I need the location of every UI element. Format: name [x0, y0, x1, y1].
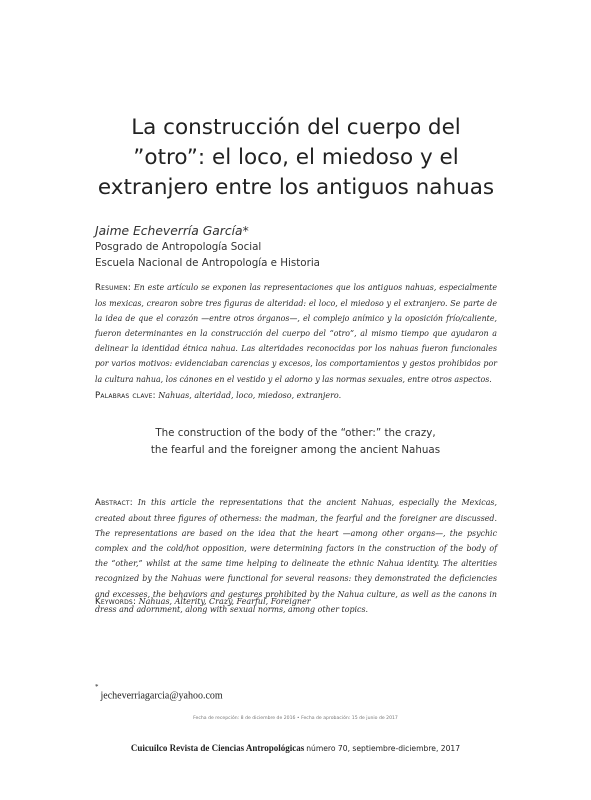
- affiliation: Escuela Nacional de Antropología e Historia: [95, 257, 320, 269]
- palabras-clave-line: [95, 391, 497, 401]
- journal-name: Cuicuilco Revista de Ciencias Antropológicas: [130, 743, 305, 753]
- footnote: [95, 683, 223, 702]
- english-title: [70, 425, 521, 458]
- abstract-text: In this article the representations that the ancient Nahuas, especially the Mexicas, created about three figures of otherness: the madman, the fearful and the foreigner are discussed. The representations are based on the idea that the heart —among other organs—, the psychic complex and the cold/hot opposition, were determining factors in the construction of the body of the “other,” whilst at the same time helping to delineate the ethnic Nahua identity. The alterities recognized by the Nahuas were functional for several reasons: they demonstrated the deficiencies and excesses, the behaviors and gestures prohibited by the Nahua culture, as well as the canons in dress and adornment, along with sexual norms, among other topics.: [95, 498, 497, 614]
- english-title-line: The construction of the body of the “other:” the crazy,: [155, 427, 436, 439]
- palabras-clave-label: Palabras clave:: [95, 391, 156, 401]
- issue-info: número 70, septiembre-diciembre, 2017: [306, 744, 461, 753]
- reception-dates: Fecha de recepción: 8 de diciembre de 2016 • Fecha de aprobación: 15 de junio de 2017: [193, 716, 398, 721]
- title-line: La construcción del cuerpo del: [131, 115, 461, 140]
- footnote-email[interactable]: jecheverriagarcia@yahoo.com: [100, 690, 223, 702]
- english-title-line: the fearful and the foreigner among the ancient Nahuas: [150, 443, 441, 456]
- keywords-label: Keywords:: [95, 597, 137, 607]
- keywords-line: [95, 597, 497, 607]
- resumen-text: En este artículo se exponen las representaciones que los antiguos nahuas, especialmente los mexicas, crearon sobre tres figuras de alteridad: el loco, el miedoso y el extranjero. Se parte de la idea de que el corazón —entre otros órganos—, el complejo anímico y la oposición frío/caliente, fueron determinantes en la construcción del cuerpo del “otro”, al mismo tiempo que ayudaron a delinear la identidad étnica nahua. Las alteridades reconocidas por los nahuas fueron funcionales por varios motivos: evidenciaban carencias y excesos, los comportamientos y gestos prohibidos por la cultura nahua, los cánones en el vestido y el adorno y las normas sexuales, entre otros aspectos.: [95, 283, 497, 384]
- resumen-label: Resumen:: [95, 283, 131, 293]
- affiliation: Posgrado de Antropología Social: [95, 241, 262, 253]
- abstract-label: Abstract:: [95, 498, 133, 508]
- article-title: [60, 113, 532, 203]
- author-block: [95, 223, 320, 271]
- footnote-marker: *: [95, 683, 99, 691]
- title-line: ”otro”: el loco, el miedoso y el: [133, 145, 459, 170]
- keywords-text: Nahuas, Alterity, Crazy, Fearful, Foreigner: [138, 597, 311, 606]
- title-line: extranjero entre los antiguos nahuas: [97, 175, 495, 200]
- author-name: Jaime Echeverría García*: [95, 224, 249, 238]
- palabras-clave-text: Nahuas, alteridad, loco, miedoso, extranjero.: [158, 391, 342, 400]
- journal-footer: [70, 743, 521, 753]
- resumen-paragraph: [95, 280, 497, 387]
